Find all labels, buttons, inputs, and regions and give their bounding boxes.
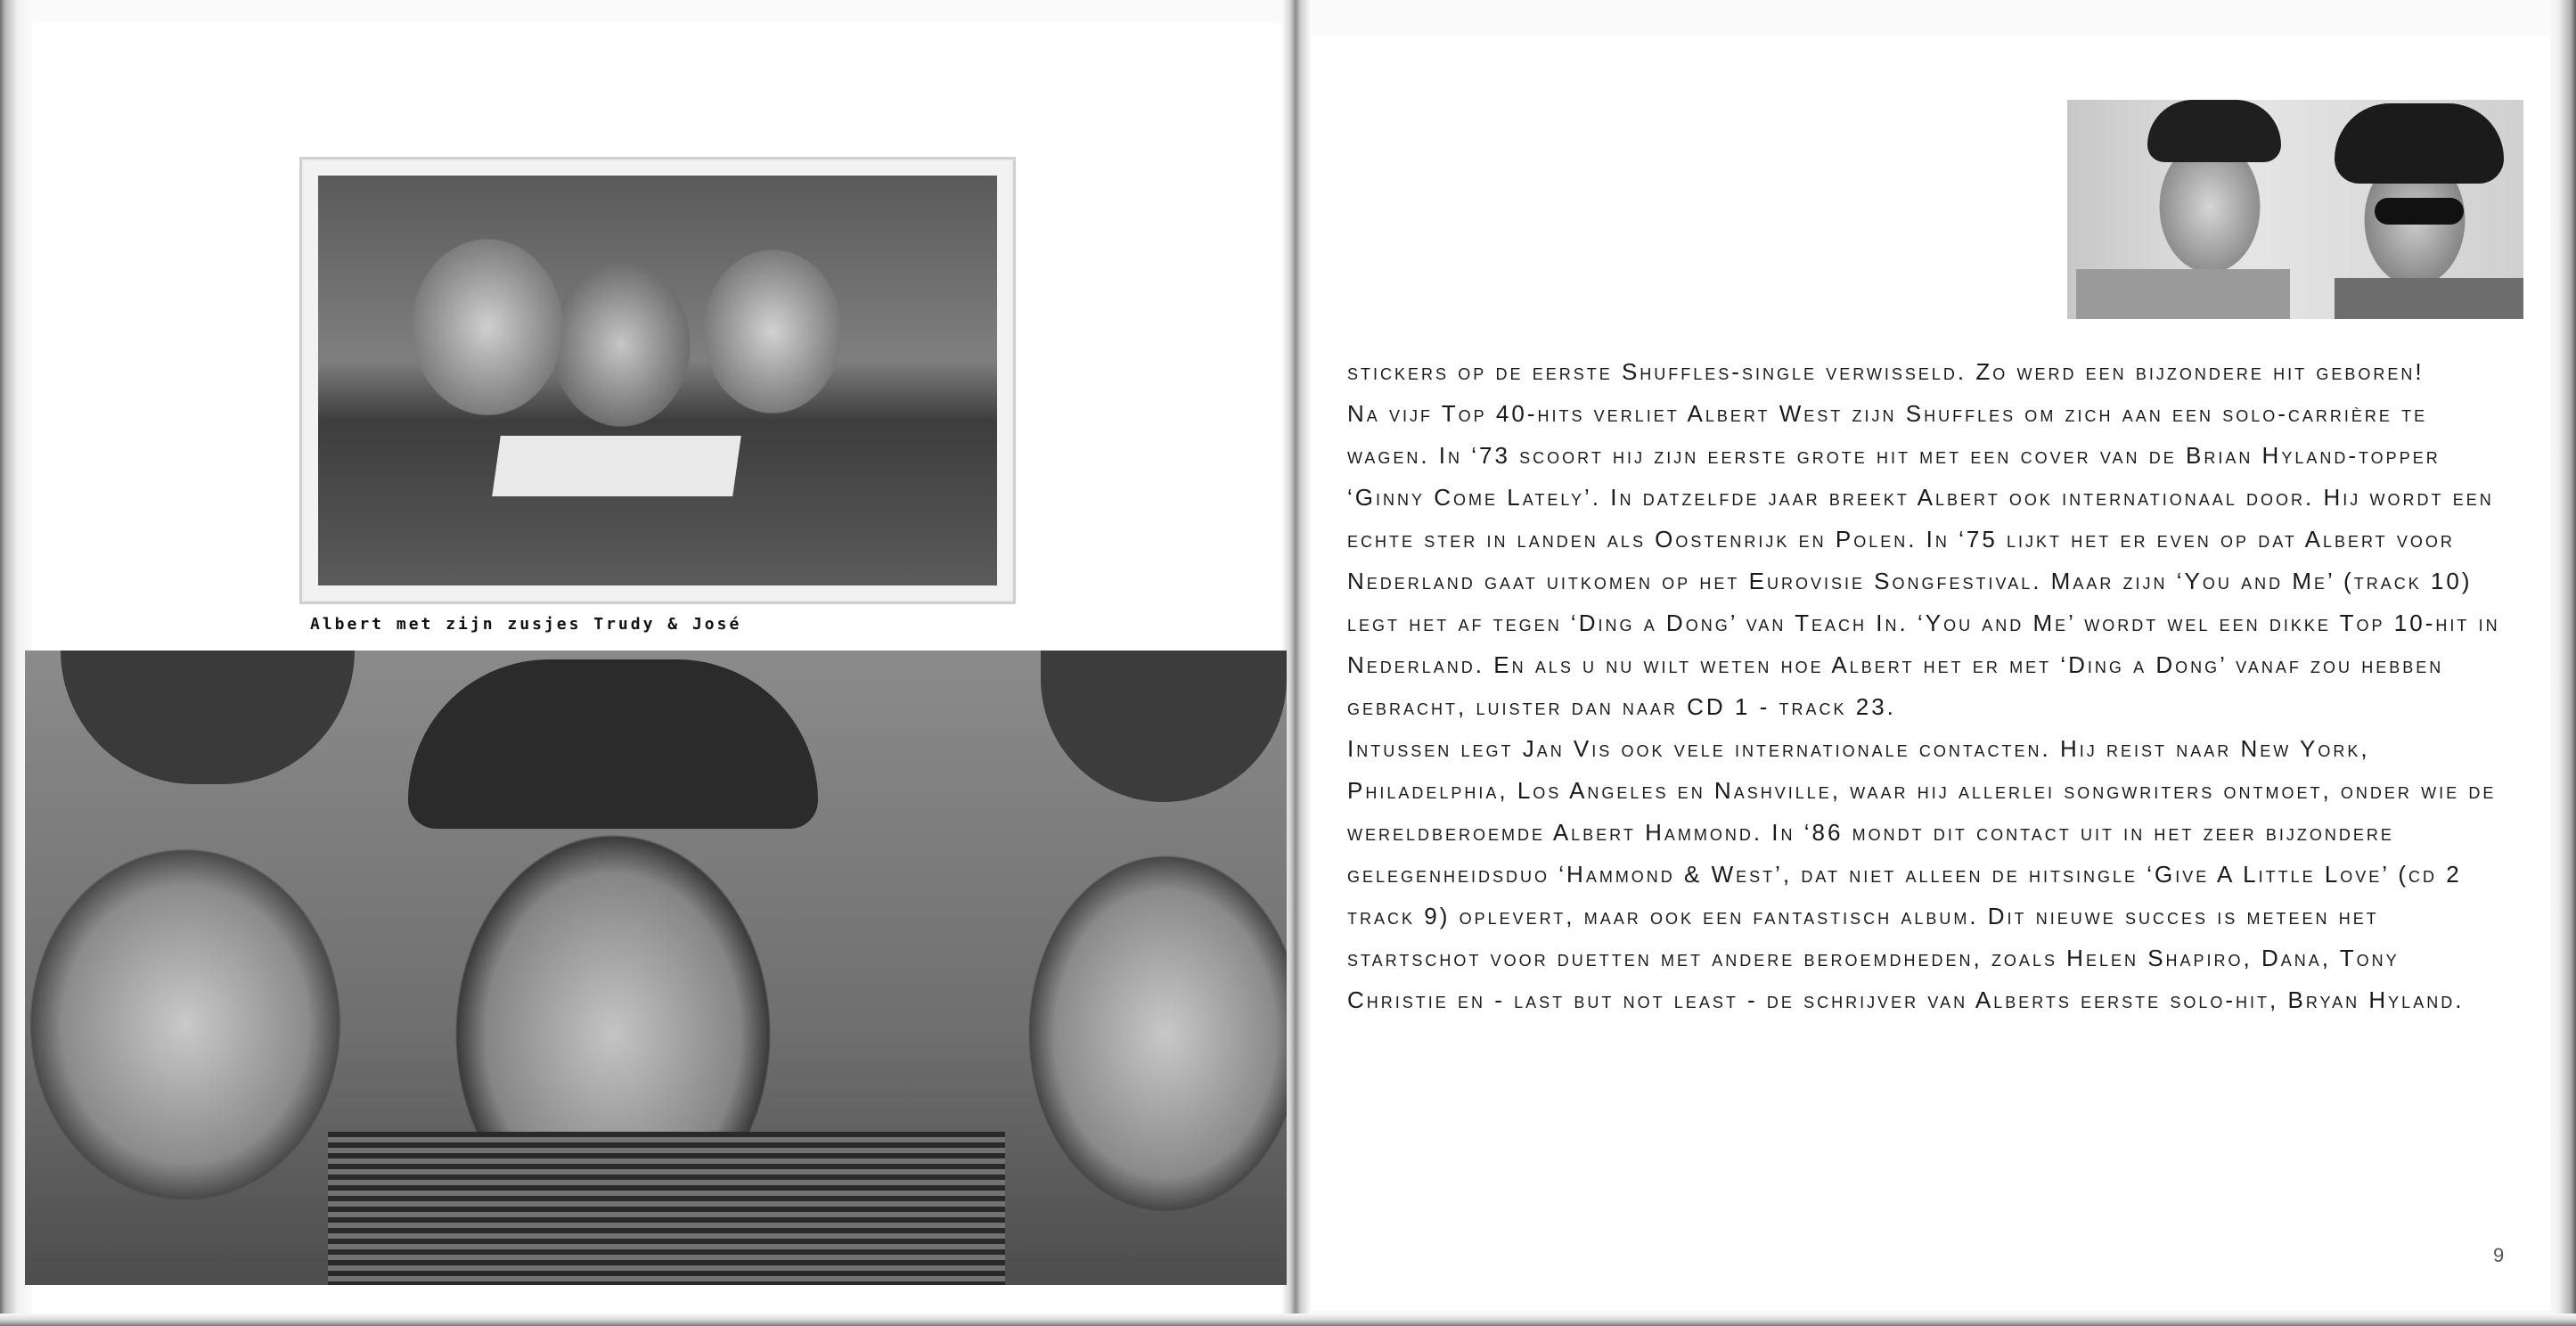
children-closeup-photo <box>25 651 1287 1285</box>
page-number: 9 <box>2493 1244 2505 1266</box>
girl-right-hair <box>1041 651 1287 802</box>
man-right-hair <box>2335 103 2504 184</box>
striped-shirt <box>328 1132 1005 1285</box>
article-text <box>1347 351 2502 1021</box>
man-right-shirt <box>2335 278 2523 319</box>
childhood-photo-frame <box>299 157 1016 604</box>
girl-left-hair <box>61 651 355 784</box>
boy-hair <box>408 659 818 829</box>
hammond-west-photo <box>2067 100 2523 319</box>
scan-edge-bottom <box>0 1314 2576 1326</box>
article-paragraph: Na vijf Top 40-hits verliet Albert West zijn Shuffles om zich aan een solo-carrière te wagen. In ‘73 scoort hij zijn eerste grote hit met een cover van de Brian Hyland-topper ‘Ginny Come Lately’. In datzelfde jaar breekt Albert ook internationaal door. Hij wordt een echte ster in landen als Oostenrijk en Polen. In ‘75 lijkt het er even op dat Albert voor Nederland gaat uitkomen op het Eurovisie Songfestival. Maar zijn ‘You and Me’ (track 10) legt het af tegen ‘Ding a Dong’ van Teach In. ‘You and Me’ wordt wel een dikke Top 10-hit in Nederland. En als u nu wilt weten hoe Albert het er met ‘Ding a Dong’ vanaf zou hebben gebracht, luister dan naar CD 1 - track 23. <box>1347 400 2500 720</box>
childhood-photo <box>318 176 997 585</box>
photo-caption: Albert met zijn zusjes Trudy & José <box>310 615 742 634</box>
man-left-hair <box>2147 100 2281 162</box>
open-book <box>492 436 741 496</box>
article-paragraph: stickers op de eerste Shuffles-single verwisseld. Zo werd een bijzondere hit geboren! <box>1347 358 2425 385</box>
sunglasses <box>2375 198 2464 225</box>
scan-edge-right <box>2549 0 2576 1326</box>
man-left-shirt <box>2076 269 2290 319</box>
article-paragraph: Intussen legt Jan Vis ook vele internationale contacten. Hij reist naar New York, Philadelphia, Los Angeles en Nashville, waar hij allerlei songwriters ontmoet, onder wie de wereldberoemde Albert Hammond. In ‘86 mondt dit contact uit in het zeer bijzondere gelegenheidsduo ‘Hammond & West’, dat niet alleen de hitsingle ‘Give A Little Love’ (cd 2 track 9) oplevert, maar ook een fantastisch album. Dit nieuwe succes is meteen het startschot voor duetten met andere beroemdheden, zoals Helen Shapiro, Dana, Tony Christie en - last but not least - de schrijver van Alberts eerste solo-hit, Bryan Hyland. <box>1347 735 2497 1013</box>
